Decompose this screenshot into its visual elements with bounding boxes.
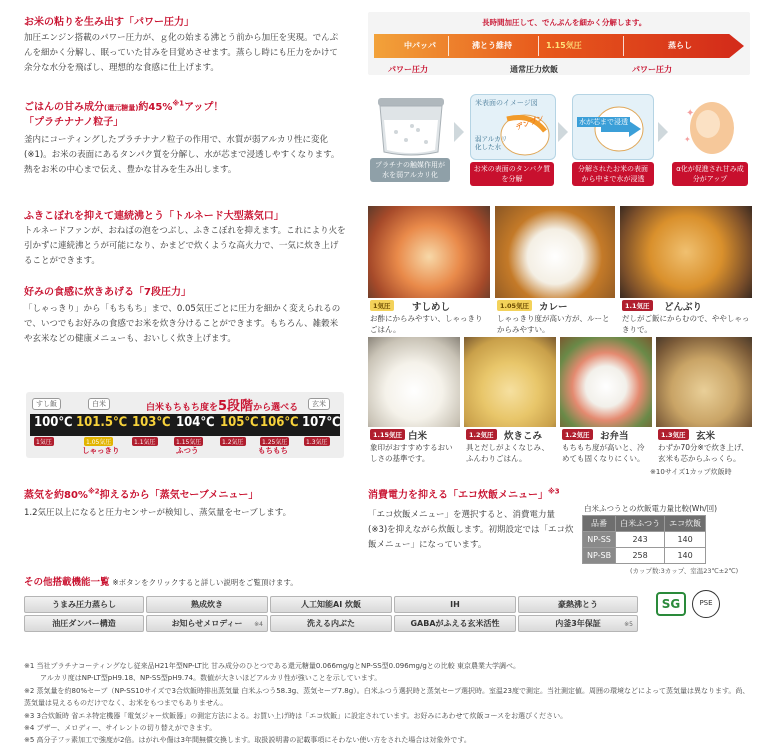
- food-name: お弁当: [600, 431, 629, 442]
- pressure-badge: 1気圧: [370, 300, 394, 311]
- pressure-note: 長時間加圧して、でんぷんを細かく分解します。: [482, 18, 647, 27]
- heading-sweetness: ごはんの甘み成分(還元糖量)約45%$^{※1}$アップ！: [24, 99, 224, 113]
- eco-sb-normal: 258: [616, 548, 665, 564]
- food-card-bento: [560, 337, 652, 467]
- pressure-badge-115: 1.15気圧: [176, 439, 202, 446]
- note-5: ※5 高分子フッ素加工で強度が2倍。はがれや傷は3年間無償交換します。取扱説明書の記載事項にそわない使い方をされた場合は対象外です。: [24, 736, 471, 744]
- pressure-chart: [368, 12, 750, 75]
- food-description: わずか70分※で炊き上げ、玄米も芯からふっくら。: [658, 443, 749, 463]
- eco-sb-eco: 140: [665, 548, 706, 564]
- label-power-pressure-1: パワー圧力: [388, 65, 428, 74]
- food-photo: [464, 337, 556, 427]
- eco-table-footnote: (カップ数:3カップ、室温23℃±2℃): [630, 567, 739, 575]
- eco-model-sb: NP-SB: [583, 548, 616, 564]
- label-power-pressure-2: パワー圧力: [632, 65, 672, 74]
- pressure-badge: 1.15気圧: [370, 429, 405, 440]
- food-name: すしめし: [412, 302, 451, 313]
- eco-header-normal: 白米ふつう: [616, 516, 665, 532]
- food-name: カレー: [539, 302, 568, 313]
- steam-save-text: 1.2気圧以上になると圧力センサーが検知し、蒸気量をセーブします。: [24, 508, 292, 518]
- segment-naka-pappa: 中パッパ: [404, 41, 436, 50]
- food-footnote: ※10サイズ1カップ炊飯時: [650, 468, 732, 476]
- 7-pressure-text: 「しゃっきり」から「もちもち」まで、0.05気圧ごとに圧力を細かく変えられるので、いつでもお好みの食感でお米を炊き分けることができます。もちろん、雑穀米や玄米などの健康メニューも、おいしく炊き上げます。: [24, 304, 341, 344]
- feature-ai-button[interactable]: 人工知能AI 炊飯: [270, 596, 392, 613]
- food-description: 具とだしがよくなじみ、ふんわりごはん。: [466, 443, 549, 463]
- label-normal-pressure: 通常圧力炊飯: [510, 65, 558, 74]
- power-pressure-text: 加圧エンジン搭載のパワー圧力が、ｇ化の始まる沸とう前から加圧を実現。でんぷんを細かく分解し、眠っていた甘みを目覚めさせます。蒸らし時にも圧力をかけて余分な水分を飛ばし、理想的な食感に仕上げます。: [24, 33, 339, 73]
- heading-tornado: ふきこぼれを抑えて連続沸とう「トルネード大型蒸気口」: [24, 211, 284, 222]
- food-photo: [560, 337, 652, 427]
- tornado-text: トルネードファンが、おねばの泡をつぶし、ふきこぼれを抑えます。これにより火を引かずに連続沸とうが可能になり、かまどで炊くような高火力で、一気に炊き上げることができます。: [24, 226, 346, 266]
- svg-text:✦: ✦: [686, 108, 695, 119]
- food-card-takikomi: [464, 337, 556, 467]
- chevron-right-icon: [558, 122, 568, 142]
- food-caption: [495, 298, 615, 334]
- svg-text:✦: ✦: [684, 135, 691, 144]
- features-heading: その他搭載機能一覧 ※ボタンをクリックすると詳しい説明をご覧頂けます。: [24, 577, 298, 588]
- pressure-badge: 1.3気圧: [658, 429, 689, 440]
- temperature-bar: [30, 414, 340, 436]
- food-caption: [368, 427, 460, 467]
- pot-illustration: [372, 96, 450, 156]
- note-1b: アルカリ度はNP-LT型pH9.18、NP-SS型pH9.74。数値が大きいほどアルカリ性が強いことを示しています。: [40, 674, 382, 683]
- food-description: だしがご飯にからむので、ややしゃっきりで。: [622, 314, 750, 334]
- eco-ss-normal: 243: [616, 532, 665, 548]
- food-card-sushi: [368, 206, 490, 334]
- rice-surface-title: 米表面のイメージ図: [475, 99, 538, 107]
- temp-104: 104℃: [176, 415, 215, 430]
- caption-alpha: α化が促進され甘み成分がアップ: [672, 162, 748, 186]
- food-description: 象印がおすすめするおいしさの基準です。: [370, 443, 453, 463]
- food-name: 炊きこみ: [504, 431, 543, 442]
- pressure-badge-11: 1.1気圧: [134, 439, 156, 446]
- pse-mark-icon: PSE: [692, 590, 720, 618]
- food-photo: [368, 206, 490, 298]
- food-description: もちもち度が高いと、冷めても固くなりにくい。: [562, 443, 645, 463]
- temp-101: 101.5℃: [76, 415, 128, 430]
- feature-gaba-button[interactable]: GABAがふえる玄米活性: [394, 615, 516, 632]
- pressure-badge: 1.1気圧: [622, 300, 653, 311]
- food-photo: [620, 206, 752, 298]
- starch-label: デンプン: [514, 113, 546, 132]
- feature-boil-button[interactable]: 豪熱沸とう: [518, 596, 638, 613]
- tab-white-rice: 白米: [88, 398, 110, 410]
- pressure-badge-12: 1.2気圧: [222, 439, 244, 446]
- food-caption: [656, 427, 752, 467]
- eco-header-model: 品番: [583, 516, 616, 532]
- tab-brown-rice: 玄米: [308, 398, 330, 410]
- eco-model-ss: NP-SS: [583, 532, 616, 548]
- food-caption: [560, 427, 652, 467]
- note-2: ※2 蒸気量を約80%セーブ（NP-SS10サイズで3合炊飯時排出蒸気量 白米ふつう58.3g、蒸気セーブ7.8g）。白米ふつう選択時と蒸気セーブ選択時。室温23度で測定。当社測定値。周囲の環境などによって蒸気量は異なります。尚、蒸気量は見えるものだけでなく、お米をもつまでもありません。: [24, 686, 750, 708]
- penetration-box: [572, 94, 654, 160]
- feature-damper-button[interactable]: 油圧ダンパー構造: [24, 615, 144, 632]
- temp-107: 107℃: [302, 415, 341, 430]
- eco-table: [582, 515, 706, 564]
- food-grid: [368, 206, 752, 468]
- pressure-badge: 1.05気圧: [497, 300, 532, 311]
- chevron-right-icon: [658, 122, 668, 142]
- segment-boil: 沸とう維持: [472, 41, 512, 50]
- pressure-badge-13: 1.3気圧: [306, 439, 328, 446]
- tab-sushi: すし飯: [32, 398, 61, 410]
- food-card-brown-rice: [656, 337, 752, 467]
- pressure-badge-125: 1.25気圧: [262, 439, 288, 446]
- level-title: 白米もちもち度を5段階から選べる: [146, 399, 299, 414]
- pressure-badge-1: 1気圧: [36, 439, 52, 446]
- segment-steam: 蒸らし: [668, 41, 692, 50]
- food-name: 玄米: [696, 431, 716, 442]
- note-3: ※3 3合炊飯時 省エネ特定機器「電気ジャー炊飯器」の測定方法による。お買い上げ時は「エコ炊飯」に設定されています。お好みにあわせて炊飯コースをお選びください。: [24, 711, 568, 720]
- feature-melody-button[interactable]: お知らせメロディー ※4: [146, 615, 268, 632]
- note-1: ※1 当社プラチナコーティングなし従来品H21年型NP-LT比 甘み成分のひとつである還元糖量0.066mg/gとNP-SS型0.096mg/gとの比較 東京農業大学調べ。: [24, 662, 521, 670]
- chevron-right-icon: [454, 122, 464, 142]
- food-photo: [495, 206, 615, 298]
- pressure-badge: 1.2気圧: [562, 429, 593, 440]
- label-shakkiri: しゃっきり: [82, 446, 120, 455]
- water-label: 弱アルカリ化した水: [475, 135, 508, 151]
- heading-power-pressure: お米の粘りを生み出す「パワー圧力」: [24, 17, 194, 28]
- heading-7-pressure: 好みの食感に炊きあげる「7段圧力」: [24, 287, 191, 298]
- temp-106: 106℃: [260, 415, 299, 430]
- temp-105: 105℃: [220, 415, 259, 430]
- food-name: どんぶり: [664, 302, 703, 313]
- label-futsuu: ふつう: [176, 446, 199, 455]
- food-card-donburi: [620, 206, 752, 334]
- footnotes: [24, 660, 754, 744]
- rice-surface-box: [470, 94, 556, 160]
- pressure-badge-105: 1.05気圧: [86, 439, 112, 446]
- food-photo: [368, 337, 460, 427]
- food-description: しゃっきり度が高い方が、ルーとからみやすい。: [497, 314, 610, 334]
- pressure-badge: 1.2気圧: [466, 429, 497, 440]
- temp-100: 100℃: [34, 415, 73, 430]
- note-4: ※4 ブザー、メロディー、サイレントの切り替えができます。: [24, 724, 217, 733]
- caption-catalyst: プラチナの触媒作用が水を弱アルカリ化: [370, 158, 450, 182]
- food-caption: [464, 427, 556, 467]
- heading-eco: 消費電力を抑える「エコ炊飯メニュー」$^{※3}$: [368, 487, 560, 501]
- feature-aging-button[interactable]: 熟成炊き: [146, 596, 268, 613]
- platinum-text: 釜内にコーティングしたプラチナナノ粒子の作用で、水質が弱アルカリ性に変化(※1)。お米の表面にあるタンパク質を分解し、水が芯まで浸透しやすくなります。熱をお米の中心まで伝え、豊かな甘みを生み出します。: [24, 135, 340, 175]
- sg-mark-icon: SG: [656, 592, 686, 616]
- segment-pressure-value: 1.15気圧: [546, 41, 582, 50]
- feature-ih-button[interactable]: IH: [394, 596, 516, 613]
- rice-grain-illustration: [678, 98, 738, 158]
- caption-penetrate: 分解されたお米の表面から中まで水が浸透: [572, 162, 654, 186]
- eco-ss-eco: 140: [665, 532, 706, 548]
- platinum-diagram: [366, 92, 752, 188]
- temp-103: 103℃: [132, 415, 171, 430]
- feature-warranty-button[interactable]: 内釜3年保証 ※5: [518, 615, 638, 632]
- penetrate-label: 水が芯まで浸透: [579, 118, 628, 126]
- heading-platinum-nano: 「プラチナナノ粒子」: [24, 117, 124, 128]
- label-mochimochi: もちもち: [258, 446, 288, 455]
- food-description: お酢にからみやすい、しゃっきりごはん。: [370, 314, 483, 334]
- eco-header-eco: エコ炊飯: [665, 516, 706, 532]
- feature-lid-button[interactable]: 洗える内ぶた: [270, 615, 392, 632]
- pressure-level-strip: [26, 392, 344, 458]
- eco-table-title: 白米ふつうとの炊飯電力量比較(Wh/回): [584, 504, 718, 513]
- food-card-white-rice: [368, 337, 460, 467]
- food-caption: [620, 298, 752, 334]
- eco-text: 「エコ炊飯メニュー」を選択すると、消費電力量(※3)を抑えながら炊飯します。初期設定では「エコ炊飯メニュー」になっています。: [368, 510, 574, 550]
- food-name: 白米: [408, 431, 428, 442]
- caption-protein: お米の表面のタンパク質を分解: [470, 162, 554, 186]
- heading-steam-save: 蒸気を約80%$^{※2}$抑えるから「蒸気セーブメニュー」: [24, 487, 259, 501]
- food-caption: [368, 298, 490, 334]
- food-card-curry: [495, 206, 615, 334]
- food-photo: [656, 337, 752, 427]
- feature-umami-steam-button[interactable]: うまみ圧力蒸らし: [24, 596, 144, 613]
